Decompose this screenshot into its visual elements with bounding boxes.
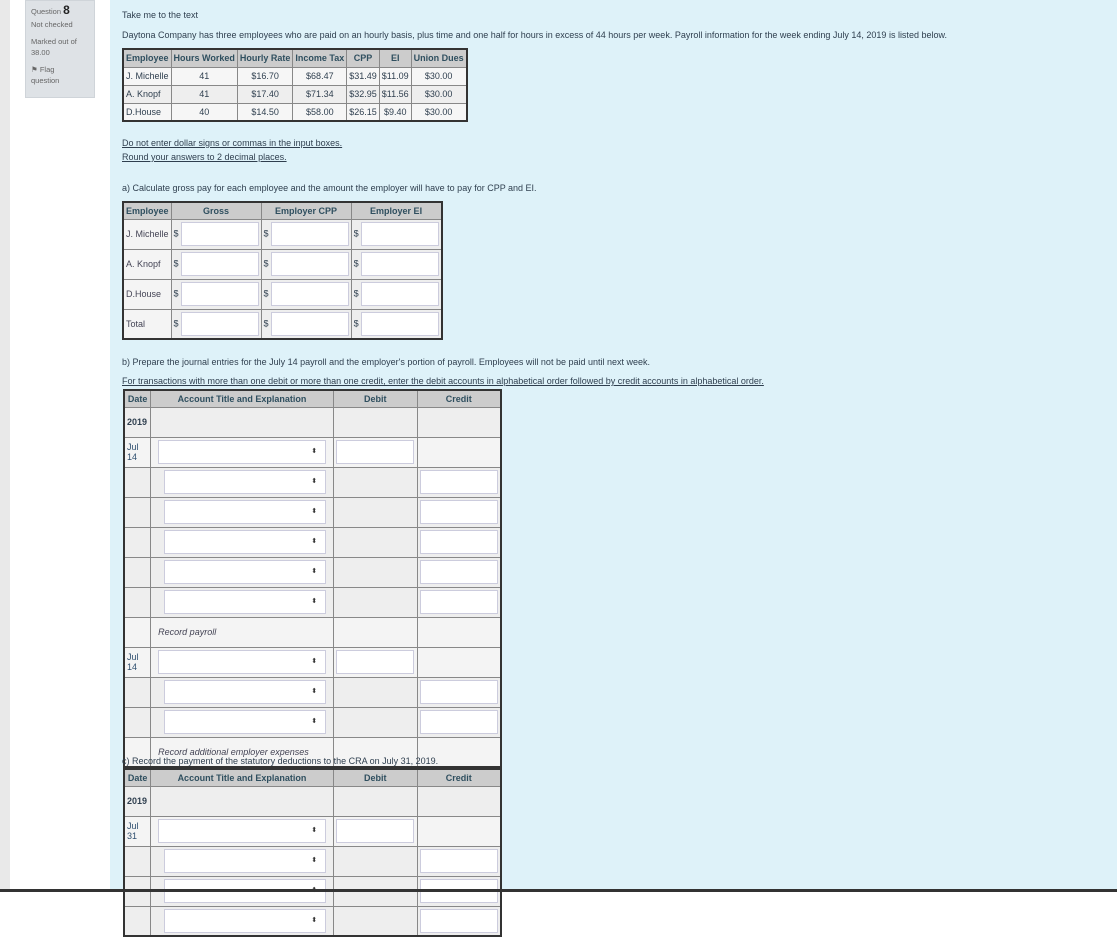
credit-cell	[417, 816, 501, 846]
employee-name: D.House	[123, 279, 171, 309]
entry-explanation: Record payroll	[158, 627, 217, 637]
column-header: Credit	[417, 390, 501, 407]
account-select[interactable]	[164, 560, 326, 584]
select-arrows-icon: ⬍	[311, 538, 318, 545]
employer-ei-input[interactable]	[361, 252, 439, 276]
select-arrows-icon: ⬍	[311, 916, 318, 924]
empty-cell	[333, 407, 417, 437]
credit-cell	[417, 846, 501, 876]
currency-symbol: $	[173, 288, 179, 299]
column-header: Gross	[171, 202, 261, 219]
year-row	[124, 786, 501, 816]
column-header: Debit	[333, 769, 417, 786]
year-cell: 2019	[124, 786, 151, 816]
account-cell	[151, 497, 334, 527]
select-arrows-icon: ⬍	[311, 827, 318, 834]
employer-ei-cell	[351, 309, 442, 339]
year-row	[124, 407, 501, 437]
credit-row	[124, 497, 501, 527]
credit-cell	[417, 437, 501, 467]
table-cell: $68.47	[293, 67, 347, 85]
gross-input[interactable]	[181, 252, 259, 276]
account-select[interactable]	[164, 500, 326, 524]
table-cell: 40	[171, 103, 237, 121]
table-row	[123, 279, 442, 309]
part-a-prompt: a) Calculate gross pay for each employee and the amount the employer will have to pay for CPP and EI.	[122, 183, 537, 193]
account-cell	[151, 557, 334, 587]
currency-symbol: $	[353, 258, 359, 269]
credit-cell	[417, 906, 501, 936]
part-a-table	[122, 201, 443, 340]
account-cell	[151, 527, 334, 557]
marked-out-of-label: Marked out of	[31, 37, 77, 46]
column-header: Income Tax	[293, 49, 347, 67]
question-status: Not checked	[31, 20, 73, 29]
credit-input[interactable]	[420, 710, 498, 734]
flag-question-link[interactable]	[31, 64, 81, 86]
column-header: Account Title and Explanation	[151, 390, 334, 407]
column-header: Employee	[123, 202, 171, 219]
header-row	[124, 390, 501, 407]
date-cell	[124, 527, 151, 557]
select-arrows-icon: ⬍	[311, 658, 318, 665]
account-cell	[151, 846, 334, 876]
left-sidebar	[0, 0, 10, 892]
credit-cell	[417, 467, 501, 497]
question-info-box	[25, 0, 95, 98]
currency-symbol: $	[353, 288, 359, 299]
column-header: Hours Worked	[171, 49, 237, 67]
question-content	[110, 0, 1117, 924]
table-row	[123, 249, 442, 279]
credit-row	[124, 587, 501, 617]
employer-cpp-cell	[261, 219, 351, 249]
credit-row	[124, 677, 501, 707]
date-cell	[124, 497, 151, 527]
date-cell: Jul 14	[124, 437, 151, 467]
explanation-row	[124, 617, 501, 647]
currency-symbol: $	[173, 318, 179, 329]
debit-cell	[333, 906, 417, 936]
table-cell: $71.34	[293, 85, 347, 103]
employer-cpp-input[interactable]	[271, 312, 349, 336]
date-cell	[124, 587, 151, 617]
credit-input[interactable]	[420, 849, 498, 873]
credit-input[interactable]	[420, 590, 498, 614]
credit-cell	[417, 617, 501, 647]
employer-ei-cell	[351, 279, 442, 309]
account-cell	[151, 467, 334, 497]
credit-cell	[417, 497, 501, 527]
table-cell: $30.00	[411, 85, 467, 103]
table-row	[123, 85, 467, 103]
gross-cell	[171, 249, 261, 279]
credit-row	[124, 906, 501, 936]
date-cell	[124, 906, 151, 936]
date-cell	[124, 677, 151, 707]
account-select[interactable]	[164, 590, 326, 614]
debit-cell	[333, 647, 417, 677]
table-row	[123, 67, 467, 85]
question-number: 8	[63, 3, 70, 17]
credit-cell	[417, 677, 501, 707]
note-no-dollar-signs: Do not enter dollar signs or commas in the input boxes.	[122, 138, 343, 148]
part-b-note: For transactions with more than one debit or more than one credit, enter the debit accounts in alphabetical order followed by credit accounts in alphabetical order.	[122, 376, 764, 386]
flag-icon: ⚑	[31, 65, 38, 74]
credit-row	[124, 846, 501, 876]
empty-cell	[417, 407, 501, 437]
employer-ei-cell	[351, 219, 442, 249]
payroll-info-table	[122, 48, 468, 122]
debit-cell	[333, 617, 417, 647]
currency-symbol: $	[353, 228, 359, 239]
table-cell: $17.40	[237, 85, 293, 103]
question-label: Question	[31, 7, 62, 16]
select-arrows-icon: ⬍	[311, 508, 318, 515]
employer-ei-input[interactable]	[361, 312, 439, 336]
gross-input[interactable]	[181, 222, 259, 246]
header-row	[124, 769, 501, 786]
date-cell: Jul 31	[124, 816, 151, 846]
account-cell	[151, 707, 334, 737]
employee-name: A. Knopf	[123, 249, 171, 279]
credit-input[interactable]	[420, 680, 498, 704]
credit-cell	[417, 587, 501, 617]
date-cell: Jul 14	[124, 647, 151, 677]
credit-row	[124, 527, 501, 557]
empty-cell	[151, 407, 334, 437]
debit-cell	[333, 437, 417, 467]
table-cell: $26.15	[347, 103, 380, 121]
table-cell: D.House	[123, 103, 171, 121]
column-header: Employee	[123, 49, 171, 67]
part-b-prompt: b) Prepare the journal entries for the July 14 payroll and the employer's portion of payroll. Employees will not be paid until next week.	[122, 357, 651, 367]
table-cell: 41	[171, 85, 237, 103]
table-cell: $9.40	[379, 103, 411, 121]
table-row	[123, 103, 467, 121]
debit-cell	[333, 587, 417, 617]
date-cell	[124, 467, 151, 497]
question-intro: Daytona Company has three employees who are paid on an hourly basis, plus time and one half for hours in excess of 44 hours per week. Payroll information for the week ending July 14, 2019 is listed below.	[122, 30, 947, 40]
gross-cell	[171, 279, 261, 309]
credit-row	[124, 467, 501, 497]
account-select[interactable]	[158, 650, 326, 674]
credit-input[interactable]	[420, 560, 498, 584]
credit-cell	[417, 557, 501, 587]
table-cell: $31.49	[347, 67, 380, 85]
part-c-prompt: c) Record the payment of the statutory deductions to the CRA on July 31, 2019.	[122, 756, 439, 766]
currency-symbol: $	[263, 258, 269, 269]
gross-input[interactable]	[181, 282, 259, 306]
debit-cell	[333, 677, 417, 707]
employer-cpp-cell	[261, 309, 351, 339]
credit-input[interactable]	[420, 909, 498, 933]
account-cell	[151, 906, 334, 936]
employer-cpp-input[interactable]	[271, 222, 349, 246]
credit-input[interactable]	[420, 470, 498, 494]
table-cell: $30.00	[411, 67, 467, 85]
explanation-cell	[151, 617, 334, 647]
debit-input[interactable]	[336, 819, 414, 843]
table-cell: $16.70	[237, 67, 293, 85]
text-link[interactable]: Take me to the text	[122, 10, 199, 20]
table-cell: $14.50	[237, 103, 293, 121]
debit-cell	[333, 527, 417, 557]
column-header: Employer EI	[351, 202, 442, 219]
select-arrows-icon: ⬍	[311, 448, 318, 455]
credit-row	[124, 557, 501, 587]
credit-cell	[417, 527, 501, 557]
date-cell	[124, 617, 151, 647]
employer-cpp-input[interactable]	[271, 282, 349, 306]
gross-input[interactable]	[181, 312, 259, 336]
currency-symbol: $	[173, 258, 179, 269]
credit-cell	[417, 647, 501, 677]
flag-label: Flag question	[31, 65, 60, 85]
year-cell: 2019	[124, 407, 151, 437]
header-row	[123, 202, 442, 219]
table-cell: A. Knopf	[123, 85, 171, 103]
empty-cell	[333, 786, 417, 816]
table-cell: $30.00	[411, 103, 467, 121]
part-c-journal-table	[123, 768, 502, 937]
select-arrows-icon: ⬍	[311, 688, 318, 695]
credit-row	[124, 707, 501, 737]
employer-ei-input[interactable]	[361, 282, 439, 306]
employee-name: Total	[123, 309, 171, 339]
debit-row	[124, 816, 501, 846]
date-cell	[124, 557, 151, 587]
header-row	[123, 49, 467, 67]
table-cell: $11.56	[379, 85, 411, 103]
currency-symbol: $	[263, 288, 269, 299]
account-cell	[151, 816, 334, 846]
gross-cell	[171, 309, 261, 339]
date-cell	[124, 707, 151, 737]
credit-input[interactable]	[420, 530, 498, 554]
debit-cell	[333, 846, 417, 876]
currency-symbol: $	[173, 228, 179, 239]
account-select[interactable]	[158, 819, 326, 843]
table-cell: $11.09	[379, 67, 411, 85]
column-header: Debit	[333, 390, 417, 407]
table-cell: $58.00	[293, 103, 347, 121]
empty-cell	[151, 786, 334, 816]
debit-input[interactable]	[336, 440, 414, 464]
employee-name: J. Michelle	[123, 219, 171, 249]
select-arrows-icon: ⬍	[311, 598, 318, 605]
empty-cell	[417, 786, 501, 816]
currency-symbol: $	[263, 318, 269, 329]
debit-cell	[333, 557, 417, 587]
account-select[interactable]	[164, 680, 326, 704]
account-select[interactable]	[164, 909, 326, 933]
column-header: Date	[124, 390, 151, 407]
note-rounding: Round your answers to 2 decimal places.	[122, 152, 287, 162]
account-select[interactable]	[158, 440, 326, 464]
debit-row	[124, 437, 501, 467]
table-cell: $32.95	[347, 85, 380, 103]
employer-cpp-input[interactable]	[271, 252, 349, 276]
account-cell	[151, 437, 334, 467]
column-header: Union Dues	[411, 49, 467, 67]
debit-cell	[333, 467, 417, 497]
account-select[interactable]	[164, 470, 326, 494]
debit-row	[124, 647, 501, 677]
column-header: CPP	[347, 49, 380, 67]
gross-cell	[171, 219, 261, 249]
entry-explanation: Record additional employer expenses	[158, 746, 309, 757]
account-select[interactable]	[164, 849, 326, 873]
table-row	[123, 219, 442, 249]
debit-cell	[333, 707, 417, 737]
select-arrows-icon: ⬍	[311, 857, 318, 864]
debit-cell	[333, 497, 417, 527]
account-cell	[151, 647, 334, 677]
account-select[interactable]	[164, 710, 326, 734]
employer-ei-cell	[351, 249, 442, 279]
column-header: EI	[379, 49, 411, 67]
account-cell	[151, 587, 334, 617]
table-cell: J. Michelle	[123, 67, 171, 85]
credit-input[interactable]	[420, 500, 498, 524]
account-cell	[151, 677, 334, 707]
currency-symbol: $	[353, 318, 359, 329]
debit-cell	[333, 816, 417, 846]
column-header: Account Title and Explanation	[151, 769, 334, 786]
column-header: Date	[124, 769, 151, 786]
debit-input[interactable]	[336, 650, 414, 674]
select-arrows-icon: ⬍	[311, 568, 318, 575]
table-row	[123, 309, 442, 339]
employer-ei-input[interactable]	[361, 222, 439, 246]
select-arrows-icon: ⬍	[311, 718, 318, 725]
column-header: Employer CPP	[261, 202, 351, 219]
question-marks: 38.00	[31, 48, 50, 57]
account-select[interactable]	[164, 530, 326, 554]
column-header: Hourly Rate	[237, 49, 293, 67]
table-cell: 41	[171, 67, 237, 85]
select-arrows-icon: ⬍	[311, 478, 318, 485]
currency-symbol: $	[263, 228, 269, 239]
date-cell	[124, 846, 151, 876]
employer-cpp-cell	[261, 249, 351, 279]
employer-cpp-cell	[261, 279, 351, 309]
column-header: Credit	[417, 769, 501, 786]
credit-cell	[417, 707, 501, 737]
part-b-journal-table	[123, 389, 502, 768]
